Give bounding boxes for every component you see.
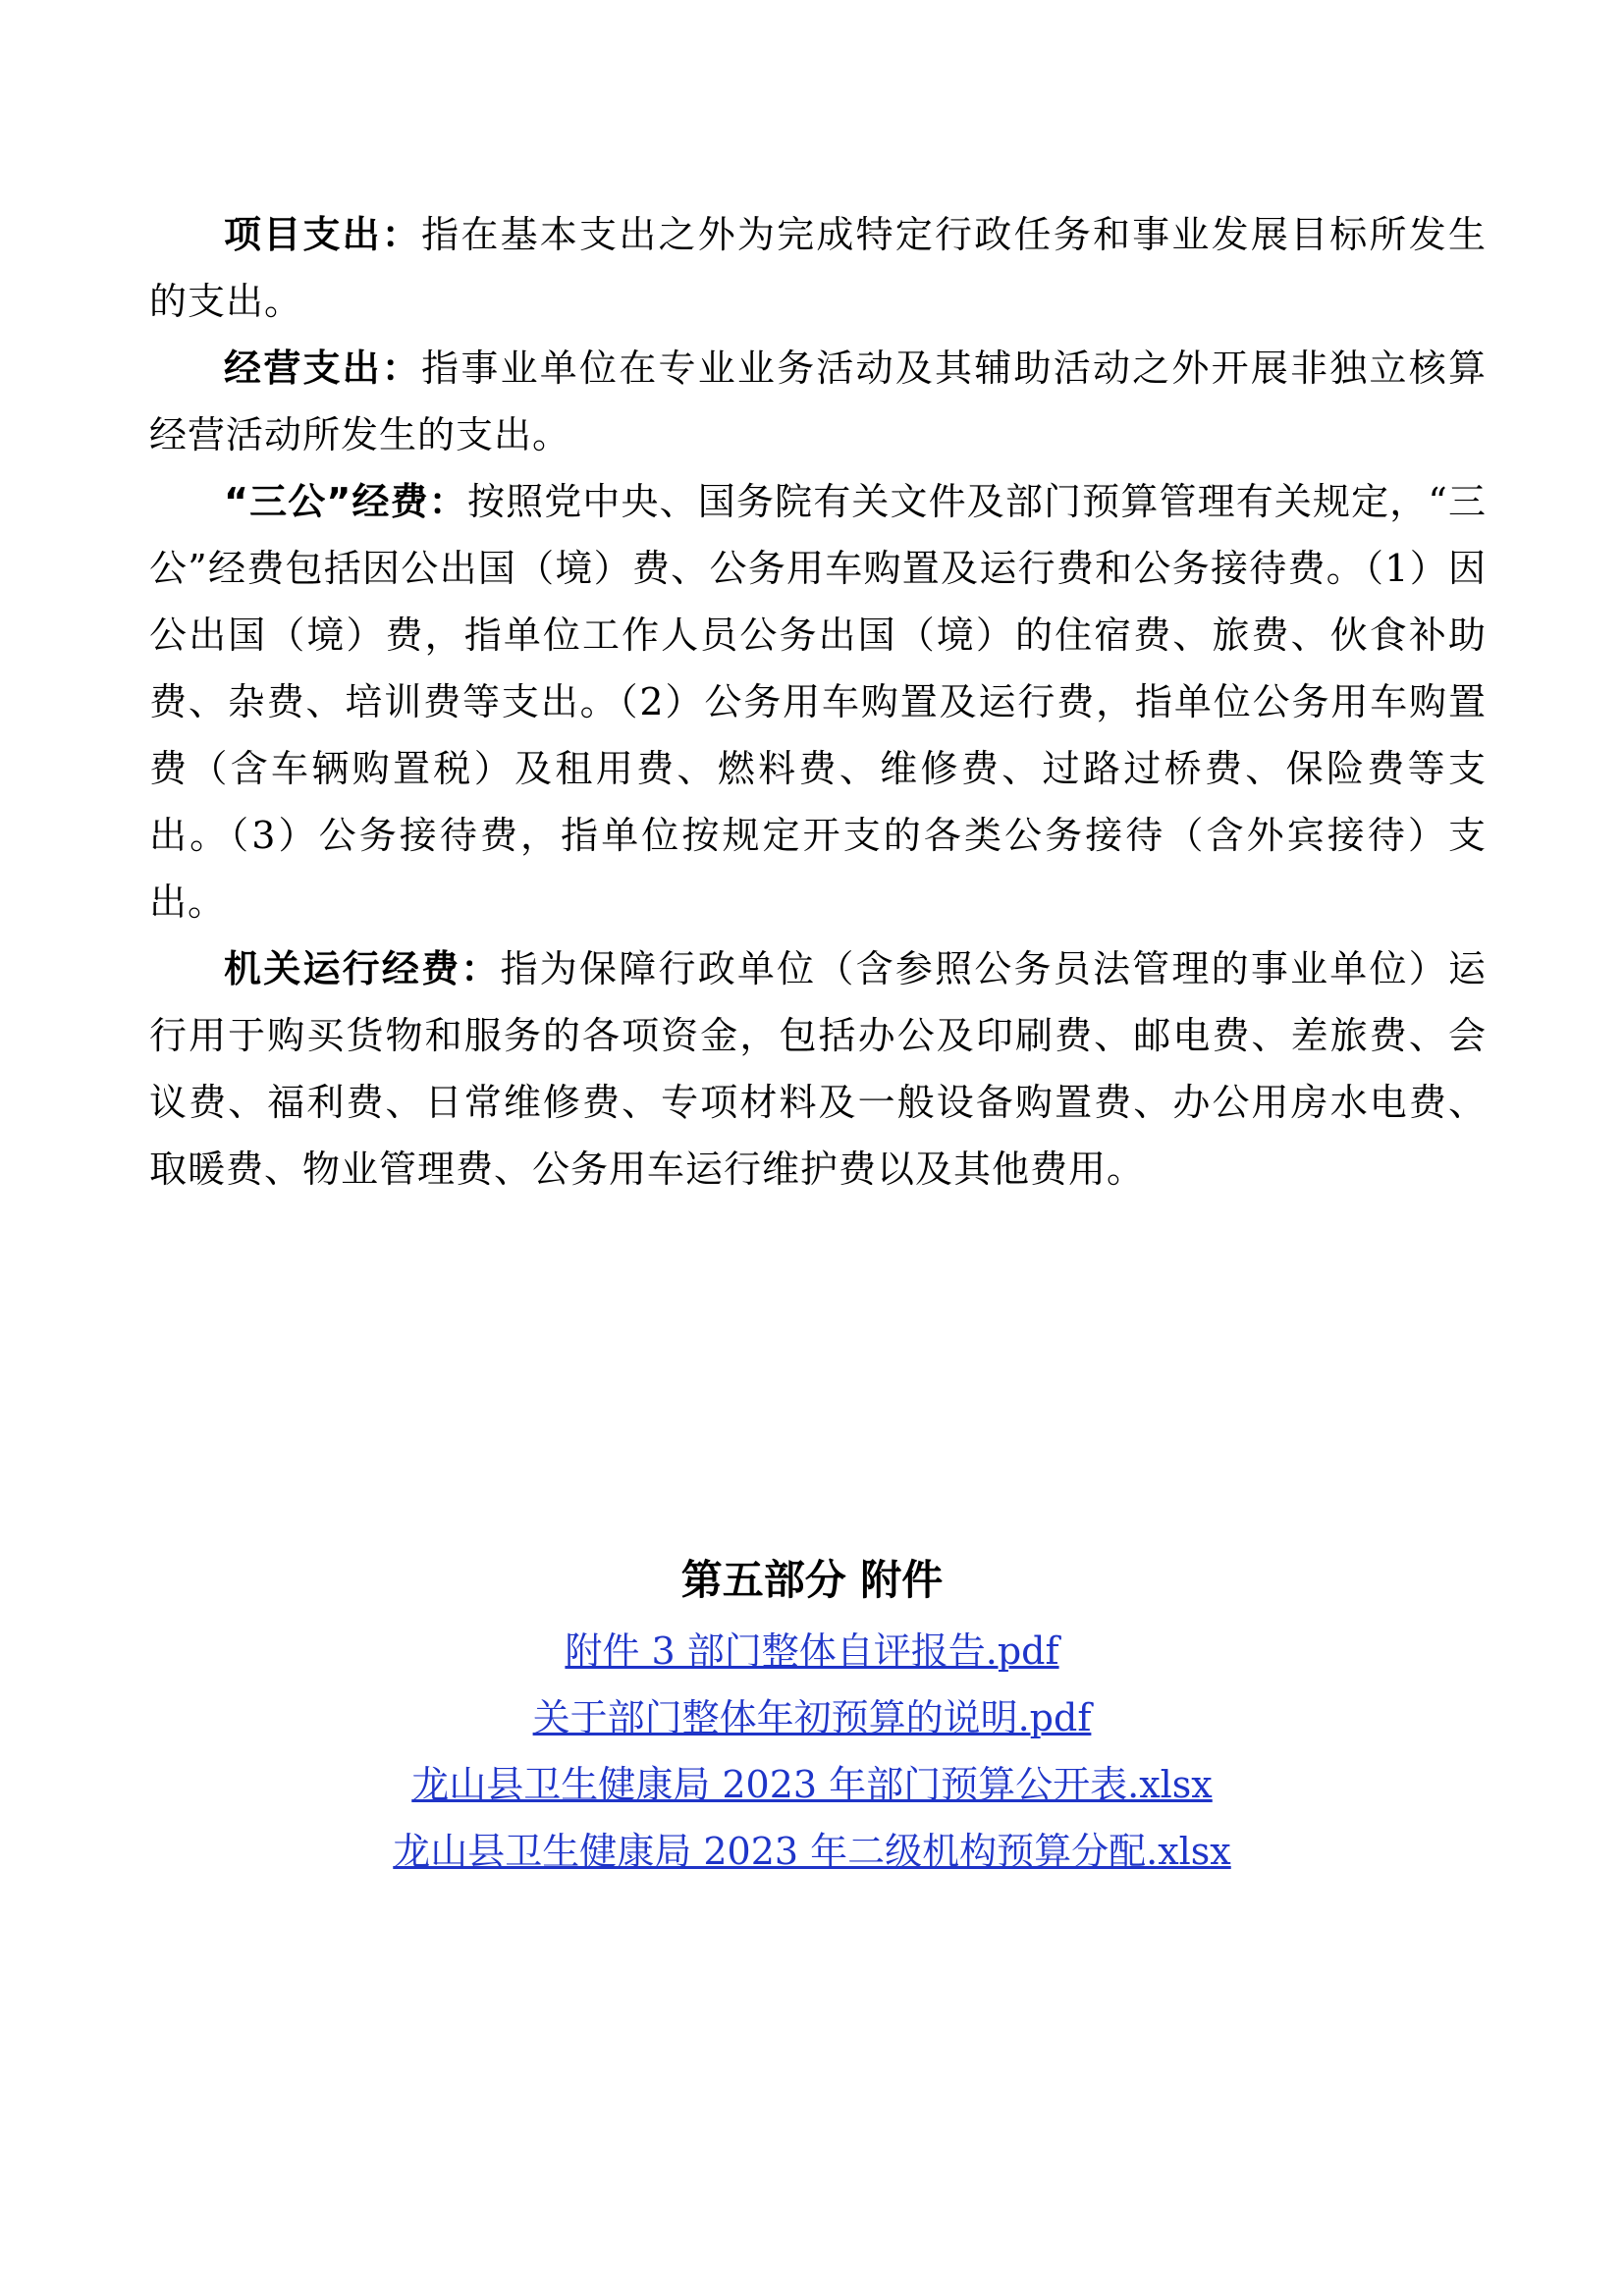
paragraph-operating-expenditure [149,335,1487,468]
attachment-list [0,1618,1624,1885]
term-label: 机关运行经费： [224,947,501,990]
term-label: 经营支出： [224,347,422,390]
term-definition: 按照党中央、国务院有关文件及部门预算管理有关规定，“三公”经费包括因公出国（境）费、公务用车购置及运行费和公务接待费。（1）因公出国（境）费，指单位工作人员公务出国（境）的住宿费、旅费、伙食补助费、杂费、培训费等支出。（2）公务用车购置及运行费，指单位公务用车购置费（含车辆购置税）及租用费、燃料费、维修费、过路过桥费、保险费等支出。（3）公务接待费，指单位按规定开支的各类公务接待（含外宾接待）支出。 [149,480,1487,924]
body-text [149,201,1487,1202]
term-definition: 指事业单位在专业业务活动及其辅助活动之外开展非独立核算经营活动所发生的支出。 [149,347,1487,456]
paragraph-project-expenditure [149,201,1487,335]
paragraph-agency-operating-funds [149,935,1487,1202]
attachment-link-secondary-budget-allocation[interactable]: 龙山县卫生健康局 2023 年二级机构预算分配.xlsx [393,1830,1231,1873]
term-definition: 指为保障行政单位（含参照公务员法管理的事业单位）运行用于购买货物和服务的各项资金，包括办公及印刷费、邮电费、差旅费、会议费、福利费、日常维修费、专项材料及一般设备购置费、办公用房水电费、取暖费、物业管理费、公务用车运行维护费以及其他费用。 [149,947,1487,1191]
attachment-link-budget-disclosure-table[interactable]: 龙山县卫生健康局 2023 年部门预算公开表.xlsx [411,1763,1213,1806]
term-label: 项目支出： [224,213,422,256]
attachment-link-self-evaluation-report[interactable]: 附件 3 部门整体自评报告.pdf [565,1629,1059,1673]
paragraph-three-public-funds [149,468,1487,935]
term-label: “三公”经费： [224,480,467,523]
attachment-link-budget-explanation[interactable]: 关于部门整体年初预算的说明.pdf [532,1696,1092,1739]
section-heading: 第五部分 附件 [680,1556,944,1604]
term-definition: 指在基本支出之外为完成特定行政任务和事业发展目标所发生的支出。 [149,213,1487,323]
